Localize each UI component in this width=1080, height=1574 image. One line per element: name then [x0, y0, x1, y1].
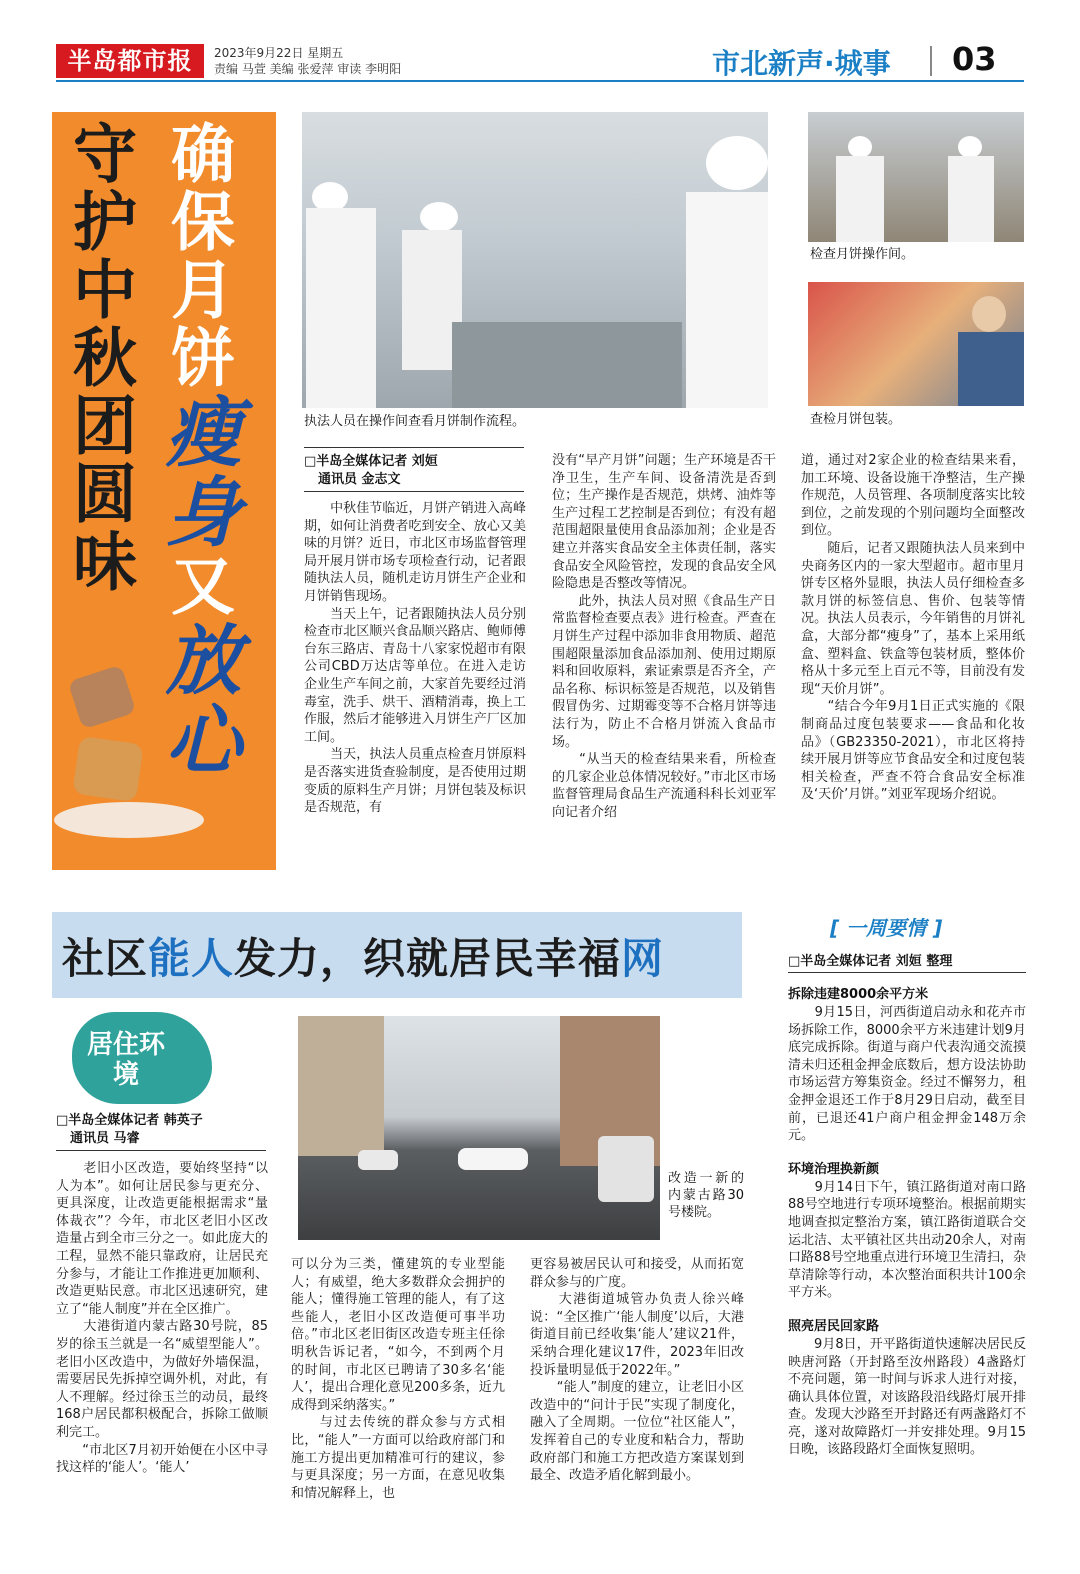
headline-part: 又 [160, 552, 234, 620]
page-number: 03 [952, 40, 997, 78]
header-divider [930, 46, 932, 76]
brief-item [788, 1161, 1026, 1302]
photo-packaging [808, 282, 1024, 406]
byline-reporter: □半岛全媒体记者 韩英子 [56, 1113, 203, 1128]
living-environment-tag: 居住环境 [86, 1030, 165, 1090]
editor-credits: 责编 马萱 美编 张爱萍 审读 李明阳 [214, 62, 402, 76]
article-column: 道，通过对2家企业的检查结果来看，加工环境、设备设施干净整洁，生产操作规范，人员管理、各项制度落实比较到位，之前发现的个别问题均全面整改到位。 随后，记者又跟随执法人员来到中央商务区内的一家大型超市。超市里月饼专区格外显眼，执法人员仔细检查多款月饼的标签信息、售价、包装等情况。执法人员表示，今年销售的月饼礼盒，大部分都“瘦身”了，基本上采用纸盒、塑料盒、铁盒等包装材质，整体价格从十多元至上百元不等，目前没有发现“天价月饼”。 “结合今年9月1日正式实施的《限制商品过度包装要求——食品和化妆品》（GB23350-2021），市北区将持续开展月饼等应节食品安全和过度包装相关检查，严查不符合食品安全标准及‘天价’月饼。”刘亚军现场介绍说。 [801, 453, 1025, 803]
headline-title [153, 120, 242, 780]
brief-text: 9月8日，开平路街道快速解决居民反映唐河路（开封路至汝州路段）4盏路灯不亮问题，第一时间与诉求人进行对接，确认具体位置，对该路段沿线路灯展开排查。发现大沙路至开封路还有两盏路灯不亮，遂对故障路灯一并安排处理。9月15日晚，该路段路灯全面恢复照明。 [788, 1336, 1026, 1458]
photo-caption: 检查月饼操作间。 [810, 247, 915, 262]
photo-caption: 执法人员在操作间查看月饼制作流程。 [304, 414, 526, 429]
headline-part: 社区 [62, 934, 149, 983]
header-rule [56, 80, 1024, 82]
photo-caption: 改造一新的内蒙古路30号楼院。 [668, 1171, 744, 1220]
byline-correspondent: 通讯员 金志文 [318, 472, 401, 487]
headline-subtitle: 守护中秋团圆味 [62, 120, 136, 596]
byline-rule [304, 491, 524, 492]
mooncake-illustration [72, 736, 143, 802]
brief-text: 9月14日下午，镇江路街道对南口路88号空地进行专项环境整治。根据前期实地调查拟定整治方案，镇江路街道联合交运北洁、太平镇社区共出动20余人，对南口路88号空地重点进行环境卫生清扫，杂草清除等行动，本次整治面积共计100余平方米。 [788, 1179, 1026, 1301]
article-column: 可以分为三类，懂建筑的专业型能人；有威望，绝大多数群众会拥护的能人；懂得施工管理的能人，有了这些能人，老旧小区改造便可事半功倍。”市北区老旧街区改造专班主任徐明秋告诉记者，“如今，不到两个月的时间，市北区已聘请了30多名‘能人’，提出合理化意见200多条，近九成得到采纳落实。” 与过去传统的群众参与方式相比，“能人”一方面可以给政府部门和施工方提出更加精准可行的建议，参与更具深度；另一方面，在意见收集和情况解释上，也 [291, 1257, 505, 1501]
byline-correspondent: 通讯员 马睿 [70, 1131, 140, 1146]
headline-highlight: 瘦身 [153, 392, 242, 552]
article-column: 中秋佳节临近，月饼产销进入高峰期，如何让消费者吃到安全、放心又美味的月饼？近日，市北区市场监督管理局开展月饼市场专项检查行动，记者跟随执法人员，随机走访月饼生产企业和月饼销售现场。 当天上午，记者跟随执法人员分别检查市北区顺兴食品顺兴路店、鲍师傅台东三路店、青岛十八家家悦超市有限公司CBD万达店等单位。在进入走访企业生产车间之前，大家首先要经过消毒室，洗手、烘干、酒精消毒，换上工作服，然后才能够进入月饼生产厂区加工间。 当天，执法人员重点检查月饼原料是否落实进货查验制度，是否使用过期变质的原料生产月饼；月饼包装及标识是否规范，有 [304, 501, 526, 816]
byline-rule [56, 1150, 266, 1151]
issue-date: 2023年9月22日 星期五 [214, 46, 344, 60]
article-column: 老旧小区改造，要始终坚持“以人为本”。如何让居民参与更充分、更具深度，让改造更能根据需求“量体裁衣”？今年，市北区老旧小区改造量占到全市三分之一。如此庞大的工程，显然不能只靠政府，让居民充分参与，才能让工作推进更加顺利、改造更贴民意。市北区迅速研究，建立了“能人制度”并在全区推广。 大港街道内蒙古路30号院，85岁的徐玉兰就是一名“威望型能人”。老旧小区改造中，为做好外墙保温，需要居民先拆掉空调外机，对此，有人不理解。经过徐玉兰的动员，最终168户居民都积极配合，拆除工做顺利完工。 “市北区7月初开始便在小区中寻找这样的‘能人’。‘能人’ [56, 1161, 268, 1476]
mooncake-illustration [68, 665, 137, 730]
headline-part: 发力，织就居民幸福 [234, 934, 622, 983]
newspaper-logo: 半岛都市报 [56, 44, 204, 78]
brief-heading: 照亮居民回家路 [788, 1318, 880, 1334]
byline-reporter: □半岛全媒体记者 刘姮 [304, 454, 438, 469]
brief-item [788, 986, 1026, 1145]
headline-highlight: 能人 [148, 934, 235, 983]
byline-rule [304, 447, 524, 448]
article-column: 没有“早产月饼”问题；生产环境是否干净卫生，生产车间、设备清洗是否到位；生产操作是否规范，烘烤、油炸等生产过程工艺控制是否到位；有没有超范围超限量使用食品添加剂；企业是否建立并落实食品安全主体责任制，落实食品安全风险管控，发现的食品安全风险隐患是否整改等情况。 此外，执法人员对照《食品生产日常监督检查要点表》进行检查。严查在月饼生产过程中添加非食用物质、超范围超限量添加食品添加剂、使用过期原料和回收原料，索证索票是否齐全，产品名称、标识标签是否规范，以及销售假冒伪劣、过期霉变等不合格月饼等违法行为，防止不合格月饼流入食品市场。 “从当天的检查结果来看，所检查的几家企业总体情况较好。”市北区市场监督管理局食品生产流通科科长刘亚军向记者介绍 [552, 453, 776, 820]
photo-caption: 查检月饼包装。 [810, 412, 902, 427]
weekly-brief-title: [ 一周要情 ] [830, 916, 943, 940]
brief-rule [788, 972, 1026, 973]
headline-banner [52, 112, 276, 870]
headline-highlight: 网 [621, 934, 665, 983]
photo-renovated-courtyard [298, 1016, 660, 1240]
section-name: 市北新声 [712, 47, 825, 80]
plate-illustration [54, 802, 204, 838]
photo-kitchen-inspection [302, 112, 768, 408]
brief-text: 9月15日，河西街道启动永和花卉市场拆除工作，8000余平方米违建计划9月底完成拆除。街道与商户代表沟通交流摸清未归还租金押金底数后，想方设法协助市场运营方筹集资金。经过不懈努力，租金押金退还工作于8月29日启动，截至目前，已退还41户商户租金押金148万余元。 [788, 1005, 1026, 1144]
brief-heading: 环境治理换新颜 [788, 1161, 880, 1177]
section-title [712, 42, 930, 82]
section-subname: ·城事 [824, 47, 891, 80]
story2-headline [62, 926, 664, 986]
article-column: 更容易被居民认可和接受，从而拓宽群众参与的广度。 大港街道城管办负责人徐兴峰说：“全区推广‘能人制度’以后，大港街道目前已经收集‘能人’建议21件，采纳合理化建议17件，2023年旧改投诉量明显低于2022年。” “能人”制度的建立，让老旧小区改造中的“问计于民”实现了制度化，融入了全周期。一位位“社区能人”，发挥着自己的专业度和粘合力，帮助政府部门和施工方把改造方案谋划到最全、改造矛盾化解到最小。 [530, 1257, 744, 1484]
headline-part: 确保月饼 [160, 120, 234, 392]
photo-workshop [808, 112, 1024, 242]
brief-byline: □半岛全媒体记者 刘姮 整理 [788, 954, 953, 969]
brief-list [788, 986, 1026, 1459]
brief-item [788, 1318, 1026, 1459]
headline-highlight: 放心 [153, 620, 242, 780]
brief-heading: 拆除违建8000余平方米 [788, 987, 929, 1002]
